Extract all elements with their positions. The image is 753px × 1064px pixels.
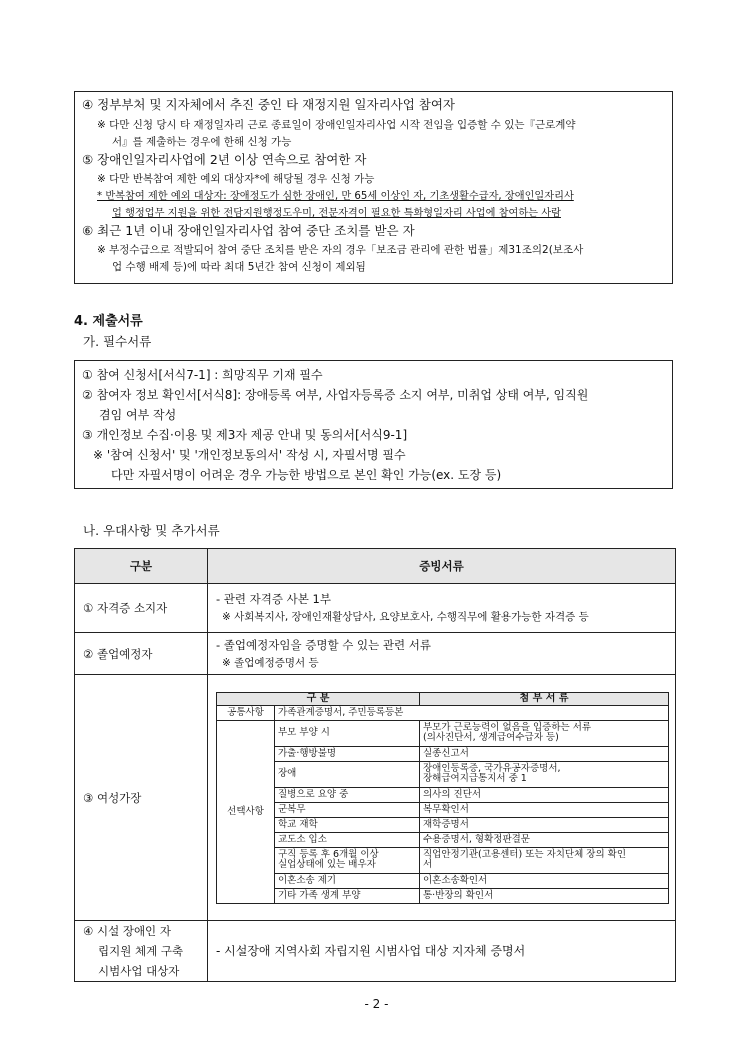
inner-row-doc: 의사의 진단서	[420, 787, 669, 802]
table-row	[75, 675, 676, 921]
subsection-required: 가. 필수서류	[83, 334, 152, 349]
row-evidence: - 시설장애 지역사회 자립지원 시범사업 대상 지자체 증명서	[216, 944, 526, 958]
inner-row-doc-cont: (의사진단서, 생계급여수급자 등)	[423, 732, 559, 743]
item-5: ⑤ 장애인일자리사업에 2년 이상 연속으로 참여한 자	[82, 152, 367, 167]
req-doc-note-cont: 다만 자필서명이 어려운 경우 가능한 방법으로 본인 확인 가능(ex. 도장 등)	[111, 468, 502, 482]
optional-label: 선택사항	[217, 720, 275, 903]
section-title: 4. 제출서류	[74, 314, 143, 329]
inner-row-doc: 부모가 근로능력이 없음을 입증하는 서류	[423, 722, 592, 733]
inner-row-key: 기타 가족 생계 부양	[275, 888, 420, 903]
item-5-star-line2: 업 행정업무 지원을 위한 전담지원행정도우미, 전문자격이 필요한 특화형일자리 사업에 참여하는 사람	[112, 208, 561, 219]
table-row	[75, 921, 676, 982]
row-category: ① 자격증 소지자	[75, 584, 208, 633]
ineligible-box	[74, 91, 673, 284]
table-header-row	[75, 549, 676, 584]
row-evidence-note: ※ 사회복지사, 장애인재활상담사, 요양보호사, 수행직무에 활용가능한 자격증 등	[222, 611, 589, 623]
row-category: ③ 여성가장	[75, 675, 208, 921]
row-category: ② 졸업예정자	[75, 633, 208, 675]
inner-row-key: 군복무	[275, 802, 420, 817]
inner-row-key: 구직 등록 후 6개월 이상	[278, 849, 379, 860]
inner-row-doc: 수용증명서, 형확정판결문	[420, 832, 669, 847]
item-4: ④ 정부부처 및 지자체에서 추진 중인 타 재정지원 일자리사업 참여자	[82, 97, 455, 112]
subsection-preference: 나. 우대사항 및 추가서류	[83, 523, 220, 538]
common-doc: 가족관계증명서, 주민등록등본	[275, 705, 669, 720]
inner-row-key: 이혼소송 제기	[275, 873, 420, 888]
table-row	[75, 633, 676, 675]
row-category-cont: 립지원 체계 구축	[98, 944, 184, 958]
header-evidence: 증빙서류	[208, 549, 676, 584]
inner-row-doc: 이혼소송확인서	[420, 873, 669, 888]
inner-row-key: 가출·행방불명	[275, 746, 420, 761]
inner-header-category: 구 분	[217, 692, 420, 705]
inner-row-doc: 복무확인서	[420, 802, 669, 817]
item-6-note-line2: 업 수행 배제 등)에 따라 최대 5년간 참여 신청이 제외됨	[112, 261, 366, 273]
page-number: - 2 -	[364, 997, 389, 1011]
req-doc-1: ① 참여 신청서[서식7-1] : 희망직무 기재 필수	[82, 368, 323, 382]
inner-row-doc-cont: 서	[423, 859, 433, 870]
row-evidence-note: ※ 졸업예정증명서 등	[222, 656, 319, 669]
female-head-docs-table	[216, 692, 669, 904]
inner-row-key: 부모 부양 시	[275, 720, 420, 746]
row-evidence: - 졸업예정자임을 증명할 수 있는 관련 서류	[216, 637, 431, 652]
inner-row-doc: 통·반장의 확인서	[420, 888, 669, 903]
item-6-note-line1: ※ 부정수급으로 적발되어 참여 중단 조치를 받은 자의 경우「보조금 관리에 관한 법률」제31조의2(보조사	[97, 244, 584, 256]
inner-row-doc: 장애인등록증, 국가유공자증명서,	[423, 763, 561, 774]
inner-row-key: 장애	[275, 761, 420, 787]
row-category-cont: 시범사업 대상자	[98, 964, 180, 978]
inner-row-key-cont: 실업상태에 있는 배우자	[278, 859, 376, 870]
inner-header-docs: 첨 부 서 류	[420, 692, 669, 705]
inner-row-key: 교도소 입소	[275, 832, 420, 847]
header-category: 구분	[75, 549, 208, 584]
item-4-note-line1: ※ 다만 신청 당시 타 재정일자리 근로 종료일이 장애인일자리사업 시작 전임을 입증할 수 있는『근로계약	[97, 119, 576, 131]
req-doc-2: ② 참여자 정보 확인서[서식8]: 장애등록 여부, 사업자등록증 소지 여부, 미취업 상태 여부, 임직원	[82, 388, 589, 402]
inner-row-doc: 직업안정기관(고용센터) 또는 자치단체 장의 확인	[423, 849, 627, 860]
req-doc-3: ③ 개인정보 수집·이용 및 제3자 제공 안내 및 동의서[서식9-1]	[82, 428, 408, 442]
req-doc-2-cont: 겸임 여부 작성	[99, 408, 177, 422]
table-row	[75, 584, 676, 633]
common-label: 공통사항	[217, 705, 275, 720]
inner-row-key: 학교 재학	[275, 817, 420, 832]
row-evidence: - 관련 자격증 사본 1부	[216, 592, 331, 606]
inner-row-doc: 재학증명서	[420, 817, 669, 832]
preference-docs-table	[74, 548, 676, 982]
row-category: ④ 시설 장애인 자	[83, 924, 171, 938]
req-doc-note: ※ '참여 신청서' 및 '개인정보동의서' 작성 시, 자필서명 필수	[93, 448, 406, 462]
inner-row-doc: 실종신고서	[420, 746, 669, 761]
inner-row-doc-cont: 장해급여지급통지서 중 1	[423, 773, 527, 784]
required-docs-box	[74, 360, 673, 489]
item-5-star-line1: * 반복참여 제한 예외 대상자: 장애정도가 심한 장애인, 만 65세 이상인 자, 기초생활수급자, 장애인일자리사	[97, 191, 574, 202]
item-4-note-line2: 서』를 제출하는 경우에 한해 신청 가능	[112, 136, 292, 148]
item-5-note: ※ 다만 반복참여 제한 예외 대상자*에 해당될 경우 신청 가능	[97, 173, 375, 185]
inner-row-key: 질병으로 요양 중	[275, 787, 420, 802]
item-6: ⑥ 최근 1년 이내 장애인일자리사업 참여 중단 조치를 받은 자	[82, 223, 415, 238]
